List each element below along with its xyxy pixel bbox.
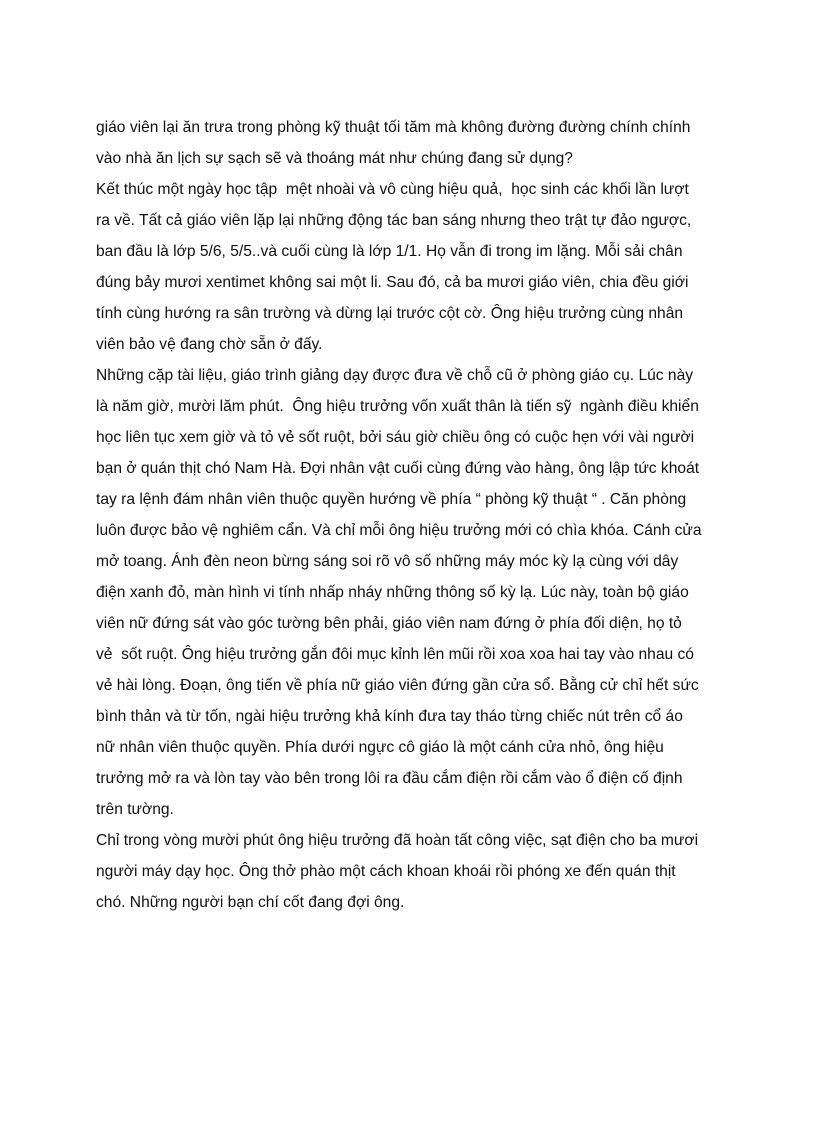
- text-line: viên nữ đứng sát vào góc tường bên phải, giáo viên nam đứng ở phía đối diện, họ tỏ: [96, 615, 682, 632]
- text-line: trên tường.: [96, 801, 174, 818]
- text-line: bạn ở quán thịt chó Nam Hà. Đợi nhân vật cuối cùng đứng vào hàng, ông lập tức khoát: [96, 460, 700, 477]
- text-line: tính cùng hướng ra sân trường và dừng lại trước cột cờ. Ông hiệu trưởng cùng nhân: [96, 305, 684, 322]
- text-line: học liên tục xem giờ và tỏ vẻ sốt ruột, bởi sáu giờ chiều ông có cuộc hẹn với vài người: [96, 429, 695, 446]
- text-line: viên bảo vệ đang chờ sẵn ở đấy.: [96, 336, 323, 353]
- text-line: mở toang. Ánh đèn neon bừng sáng soi rõ vô số những máy móc kỳ lạ cùng với dây: [96, 553, 679, 570]
- text-line: trưởng mở ra và lòn tay vào bên trong lôi ra đầu cắm điện rồi cắm vào ổ điện cố định: [96, 770, 683, 787]
- text-line: nữ nhân viên thuộc quyền. Phía dưới ngực cô giáo là một cánh cửa nhỏ, ông hiệu: [96, 739, 664, 756]
- text-line: điện xanh đỏ, màn hình vi tính nhấp nháy những thông số kỳ lạ. Lúc này, toàn bộ giáo: [96, 584, 689, 601]
- text-line: vẻ sốt ruột. Ông hiệu trưởng gắn đôi mục kỉnh lên mũi rồi xoa xoa hai tay vào nhau có: [96, 646, 694, 663]
- text-line: ban đầu là lớp 5/6, 5/5..và cuối cùng là lớp 1/1. Họ vẫn đi trong im lặng. Mỗi sải chân: [96, 243, 683, 260]
- text-line: luôn được bảo vệ nghiêm cẩn. Và chỉ mỗi ông hiệu trưởng mới có chìa khóa. Cánh cửa: [96, 522, 702, 539]
- text-line: Kết thúc một ngày học tập mệt nhoài và vô cùng hiệu quả, học sinh các khối lần lượt: [96, 181, 689, 198]
- text-line: vẻ hài lòng. Đoạn, ông tiến về phía nữ giáo viên đứng gần cửa sổ. Bằng cử chỉ hết sức: [96, 677, 699, 694]
- text-line: tay ra lệnh đám nhân viên thuộc quyền hướng về phía “ phòng kỹ thuật “ . Căn phòng: [96, 491, 687, 508]
- text-line: chó. Những người bạn chí cốt đang đợi ông.: [96, 894, 405, 911]
- body-text: [96, 112, 736, 918]
- text-line: giáo viên lại ăn trưa trong phòng kỹ thuật tối tăm mà không đường đường chính chính: [96, 119, 691, 136]
- text-line: ra về. Tất cả giáo viên lặp lại những động tác ban sáng nhưng theo trật tự đảo ngược,: [96, 212, 692, 229]
- text-line: Chỉ trong vòng mười phút ông hiệu trưởng đã hoàn tất công việc, sạt điện cho ba mươi: [96, 832, 699, 849]
- text-line: là năm giờ, mười lăm phút. Ông hiệu trưởng vốn xuất thân là tiến sỹ ngành điều khiển: [96, 398, 699, 415]
- text-line: bình thản và từ tốn, ngài hiệu trưởng khả kính đưa tay tháo từng chiếc nút trên cổ áo: [96, 708, 683, 725]
- text-line: Những cặp tài liệu, giáo trình giảng dạy được đưa về chỗ cũ ở phòng giáo cụ. Lúc này: [96, 367, 694, 384]
- text-line: người máy dạy học. Ông thở phào một cách khoan khoái rồi phóng xe đến quán thịt: [96, 863, 676, 880]
- text-line: vào nhà ăn lịch sự sạch sẽ và thoáng mát như chúng đang sử dụng?: [96, 150, 573, 167]
- text-line: đúng bảy mươi xentimet không sai một li. Sau đó, cả ba mươi giáo viên, chia đều giới: [96, 274, 689, 291]
